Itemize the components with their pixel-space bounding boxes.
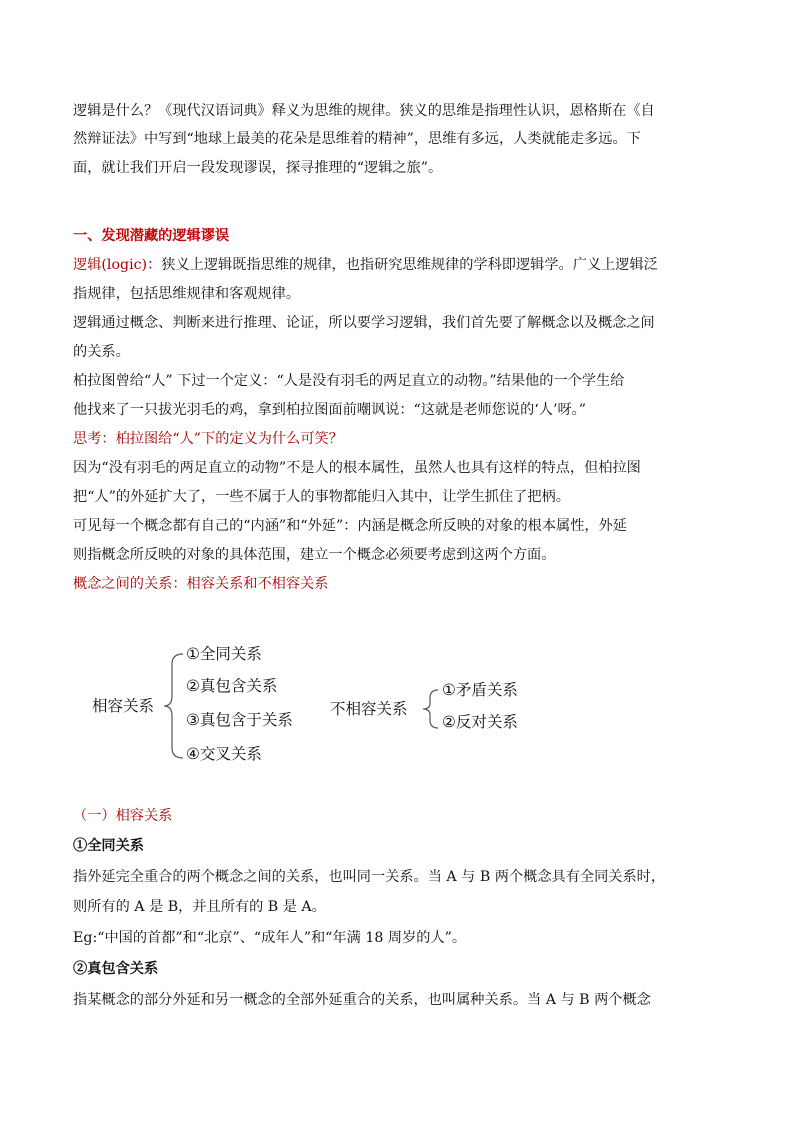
paragraph-3-line-1: 柏拉图曾给“人” 下过一个定义：“人是没有羽毛的两足直立的动物。”结果他的一个学生给 — [73, 373, 625, 389]
paragraph-4-line-1: 因为“没有羽毛的两足直立的动物”不是人的根本属性，虽然人也具有这样的特点，但柏拉图 — [73, 460, 641, 476]
relations-heading: 概念之间的关系：相容关系和不相容关系 — [73, 576, 329, 592]
paragraph-4-line-2: 把“人”的外延扩大了，一些不属于人的事物都能归入其中，让学生抓住了把柄。 — [73, 489, 570, 505]
paragraph-5-line-2: 则指概念所反映的对象的具体范围，建立一个概念必须要考虑到这两个方面。 — [73, 547, 556, 563]
item-1-title: ①全同关系 — [73, 838, 144, 854]
item-2-line-1: 指某概念的部分外延和另一概念的全部外延重合的关系，也叫属种关系。当 A 与 B 两个概念 — [73, 992, 651, 1008]
intro-line-3: 面，就让我们开启一段发现谬误，探寻推理的“逻辑之旅”。 — [73, 160, 443, 176]
intro-line-2: 然辩证法》中写到“地球上最美的花朵是思维着的精神”，思维有多远，人类就能走多远。下 — [73, 131, 641, 147]
item-1-line-2: 则所有的 A 是 B，并且所有的 B 是 A。 — [73, 899, 326, 915]
compatible-brace — [164, 654, 183, 758]
compatible-item-2: ②真包含关系 — [186, 677, 278, 695]
compatible-subheading: （一）相容关系 — [73, 808, 173, 824]
compatible-label: 相容关系 — [92, 697, 155, 715]
logic-definition-line-2: 指规律，包括思维规律和客观规律。 — [73, 286, 301, 302]
paragraph-5-line-1: 可见每一个概念都有自己的“内涵”和“外延”：内涵是概念所反映的对象的根本属性，外延 — [73, 518, 627, 534]
think-question: 思考：柏拉图给“人”下的定义为什么可笑？ — [73, 431, 343, 447]
logic-definition-line-1 — [73, 255, 733, 275]
compatible-item-4: ④交叉关系 — [186, 745, 262, 763]
compatible-item-3: ③真包含于关系 — [186, 711, 293, 729]
paragraph-2-line-2: 的关系。 — [73, 344, 130, 360]
compatible-item-1: ①全同关系 — [186, 645, 262, 663]
paragraph-3-line-2: 他找来了一只拔光羽毛的鸡，拿到柏拉图面前嘲讽说：“这就是老师您说的‘人’呀。” — [73, 402, 586, 418]
paragraph-2-line-1: 逻辑通过概念、判断来进行推理、论证，所以要学习逻辑，我们首先要了解概念以及概念之间 — [73, 315, 655, 331]
logic-definition-text: ：狭义上逻辑既指思维的规律，也指研究思维规律的学科即逻辑学。广义上逻辑泛 — [147, 257, 658, 273]
incompatible-label: 不相容关系 — [330, 700, 408, 718]
incompatible-item-1: ①矛盾关系 — [442, 681, 518, 699]
intro-line-1: 逻辑是什么？《现代汉语词典》释义为思维的规律。狭义的思维是指理性认识，恩格斯在《自 — [73, 103, 655, 119]
section-heading: 一、发现潜藏的逻辑谬误 — [73, 228, 230, 244]
relations-diagram — [80, 636, 550, 768]
item-1-example: Eg:“中国的首都”和“北京”、“成年人”和“年满 18 周岁的人”。 — [73, 930, 467, 946]
incompatible-item-2: ②反对关系 — [442, 713, 518, 731]
logic-term: 逻辑(logic) — [73, 257, 148, 273]
item-2-title: ②真包含关系 — [73, 961, 159, 977]
incompatible-brace — [423, 690, 438, 728]
item-1-line-1: 指外延完全重合的两个概念之间的关系，也叫同一关系。当 A 与 B 两个概念具有全同关系时， — [73, 869, 666, 885]
